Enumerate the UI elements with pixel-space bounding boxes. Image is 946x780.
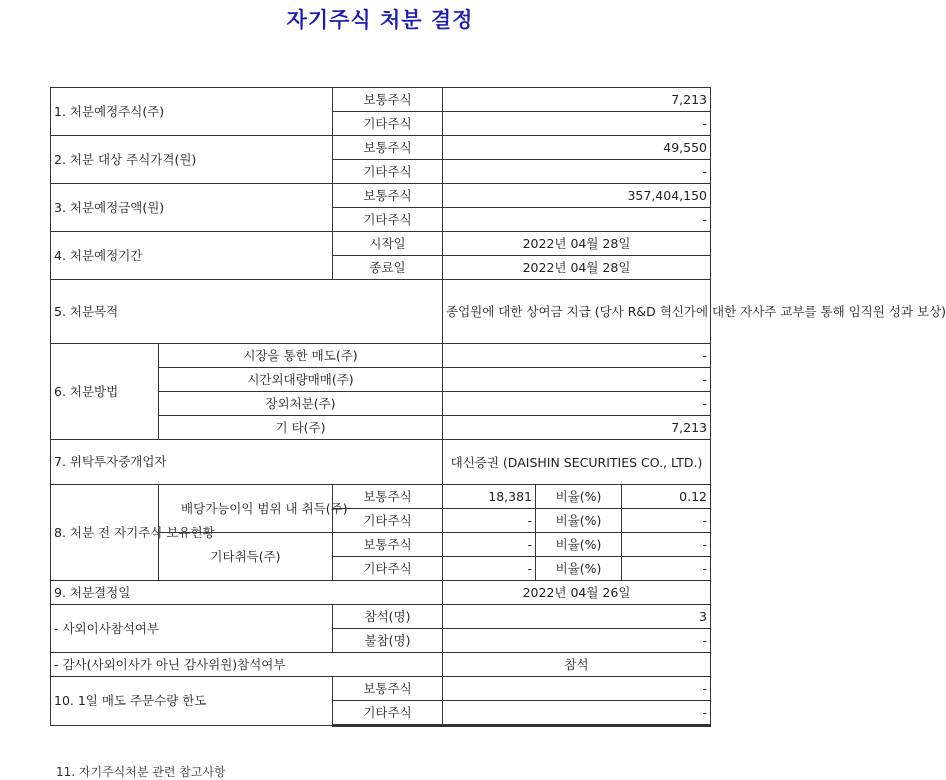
- end-date-value: 2022년 04월 28일: [443, 256, 711, 280]
- auditor-attendance-value: 참석: [443, 653, 711, 677]
- table-row: [51, 280, 711, 344]
- common-stock-label: 보통주식: [333, 88, 443, 112]
- table-row: [51, 677, 711, 701]
- ratio-label: 비율(%): [536, 533, 622, 557]
- value-cell: 18,381: [443, 485, 536, 509]
- table-row: [51, 581, 711, 605]
- absent-value: -: [443, 629, 711, 653]
- attend-value: 3: [443, 605, 711, 629]
- row-label: 7. 위탁투자중개업자: [51, 440, 443, 485]
- row-label: 2. 처분 대상 주식가격(원): [51, 136, 333, 184]
- table-row: [51, 344, 711, 368]
- row-label: - 사외이사참석여부: [51, 605, 333, 653]
- row-label: - 감사(사외이사가 아닌 감사위원)참석여부: [51, 653, 443, 677]
- row-label: 4. 처분예정기간: [51, 232, 333, 280]
- row-label: 9. 처분결정일: [51, 581, 443, 605]
- value-cell: 357,404,150: [443, 184, 711, 208]
- row-label: 1. 처분예정주식(주): [51, 88, 333, 136]
- common-stock-label: 보통주식: [333, 136, 443, 160]
- purpose-value: 종업원에 대한 상여금 지급 (당사 R&D 혁신가에 대한 자사주 교부를 통해 임직원 성과 보상): [443, 280, 711, 344]
- row-label: 6. 처분방법: [51, 344, 159, 440]
- common-stock-label: 보통주식: [333, 677, 443, 701]
- other-stock-label: 기타주식: [333, 160, 443, 184]
- method-label: 기 타(주): [159, 416, 443, 440]
- value-cell: -: [443, 112, 711, 136]
- value-cell: -: [443, 368, 711, 392]
- end-date-label: 종료일: [333, 256, 443, 280]
- method-label: 시간외대량매매(주): [159, 368, 443, 392]
- row-label: 10. 1일 매도 주문수량 한도: [51, 677, 333, 726]
- other-stock-label: 기타주식: [333, 208, 443, 232]
- value-cell: 7,213: [443, 88, 711, 112]
- method-label: 장외처분(주): [159, 392, 443, 416]
- table-row: [51, 88, 711, 112]
- acquisition-type-label: 기타취득(주): [159, 533, 333, 581]
- ratio-label: 비율(%): [536, 557, 622, 581]
- value-cell: -: [443, 160, 711, 184]
- row-label: 5. 처분목적: [51, 280, 443, 344]
- common-stock-label: 보통주식: [333, 184, 443, 208]
- ratio-label: 비율(%): [536, 485, 622, 509]
- method-label: 시장을 통한 매도(주): [159, 344, 443, 368]
- other-stock-label: 기타주식: [333, 557, 443, 581]
- footnote: 11. 자기주식처분 관련 참고사항: [56, 765, 226, 779]
- value-cell: -: [443, 208, 711, 232]
- table-row: [51, 605, 711, 629]
- decision-date-value: 2022년 04월 26일: [443, 581, 711, 605]
- acquisition-type-label: 배당가능이익 범위 내 취득(주): [159, 485, 333, 533]
- ratio-value: -: [622, 533, 711, 557]
- value-cell: -: [443, 701, 711, 726]
- table-row: [51, 136, 711, 160]
- table-row: [51, 653, 711, 677]
- table-row: [51, 440, 711, 485]
- value-cell: 49,550: [443, 136, 711, 160]
- row-label: 8. 처분 전 자기주식 보유현황: [51, 485, 159, 581]
- ratio-label: 비율(%): [536, 509, 622, 533]
- value-cell: 7,213: [443, 416, 711, 440]
- attend-label: 참석(명): [333, 605, 443, 629]
- start-date-value: 2022년 04월 28일: [443, 232, 711, 256]
- row-label: 3. 처분예정금액(원): [51, 184, 333, 232]
- disposal-table: [50, 87, 946, 727]
- value-cell: -: [443, 344, 711, 368]
- other-stock-label: 기타주식: [333, 112, 443, 136]
- start-date-label: 시작일: [333, 232, 443, 256]
- table-row: [51, 232, 711, 256]
- ratio-value: 0.12: [622, 485, 711, 509]
- page-title: 자기주식 처분 결정: [286, 8, 474, 32]
- common-stock-label: 보통주식: [333, 485, 443, 509]
- ratio-value: -: [622, 557, 711, 581]
- value-cell: -: [443, 533, 536, 557]
- other-stock-label: 기타주식: [333, 509, 443, 533]
- value-cell: -: [443, 677, 711, 701]
- table-row: [51, 485, 711, 509]
- value-cell: -: [443, 509, 536, 533]
- table-row: [51, 184, 711, 208]
- ratio-value: -: [622, 509, 711, 533]
- common-stock-label: 보통주식: [333, 533, 443, 557]
- other-stock-label: 기타주식: [333, 701, 443, 726]
- value-cell: -: [443, 557, 536, 581]
- absent-label: 불참(명): [333, 629, 443, 653]
- broker-value: 대신증권 (DAISHIN SECURITIES CO., LTD.): [443, 440, 711, 485]
- value-cell: -: [443, 392, 711, 416]
